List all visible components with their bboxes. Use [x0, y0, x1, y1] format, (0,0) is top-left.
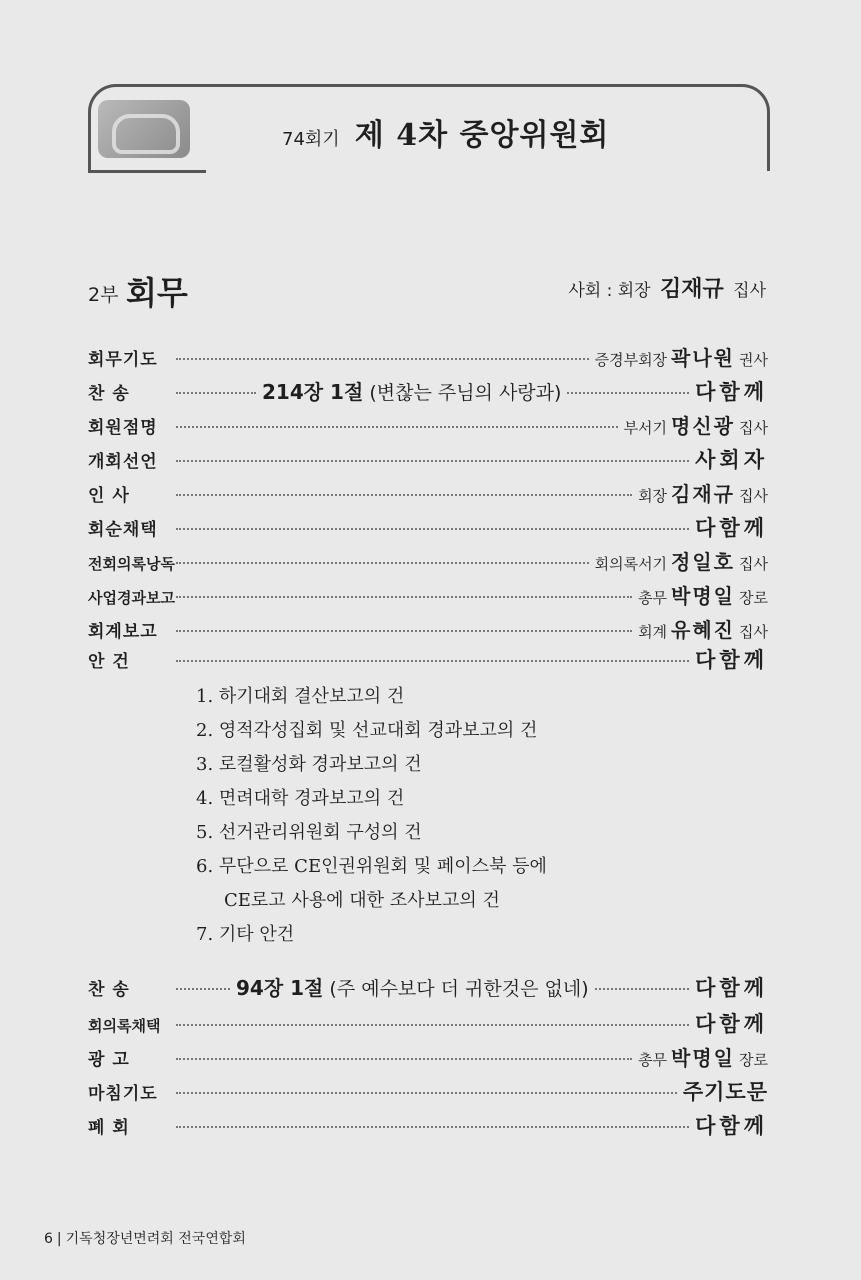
program-person: 부서기 명신광 집사	[623, 414, 768, 438]
session-generation: 74회기	[282, 129, 340, 150]
agenda-item: 5. 선거관리위원회 구성의 건	[196, 822, 422, 843]
leader-dots	[176, 1024, 689, 1026]
leader-dots	[176, 1058, 632, 1060]
program-label: 마침기도	[88, 1084, 158, 1104]
program-performer: 다함께	[695, 1114, 768, 1138]
program-row	[88, 546, 768, 576]
leader-dots	[595, 988, 690, 990]
program-row	[88, 614, 768, 644]
leader-dots	[176, 562, 589, 564]
program-label: 전회의록낭독	[88, 555, 175, 573]
program-performer: 다함께	[695, 648, 768, 672]
program-row-hymn	[88, 376, 768, 406]
program-label: 폐 회	[88, 1118, 130, 1138]
page-footer: 6 | 기독청장년면려회 전국연합회	[44, 1231, 246, 1247]
program-row	[88, 410, 768, 440]
leader-dots	[176, 596, 632, 598]
program-label: 찬 송	[88, 384, 130, 404]
page-header-title	[282, 110, 609, 154]
program-person: 증경부회장 곽나원 권사	[594, 346, 768, 370]
closing-row	[88, 1110, 768, 1140]
leader-dots	[176, 1126, 689, 1128]
program-person: 총무 박명일 장로	[638, 584, 768, 608]
program-performer: 다함께	[695, 380, 768, 404]
program-performer: 사회자	[695, 448, 768, 472]
program-label: 사업경과보고	[88, 589, 175, 607]
program-row	[88, 580, 768, 610]
program-performer: 주기도문	[682, 1080, 768, 1104]
agenda-item: 6. 무단으로 CE인권위원회 및 페이스북 등에	[196, 856, 547, 877]
leader-dots	[176, 426, 618, 428]
program-label: 회의록채택	[88, 1017, 161, 1035]
program-row	[88, 512, 768, 542]
leader-dots	[567, 392, 689, 394]
agenda-item: 1. 하기대회 결산보고의 건	[196, 686, 405, 707]
leader-dots	[176, 630, 632, 632]
leader-dots	[176, 358, 589, 360]
program-row	[88, 478, 768, 508]
program-label: 회무기도	[88, 350, 158, 370]
leader-dots	[176, 660, 689, 662]
agenda-item-continuation: CE로고 사용에 대한 조사보고의 건	[224, 890, 500, 911]
leader-dots	[176, 494, 632, 496]
program-label: 인 사	[88, 486, 130, 506]
program-person: 회계 유혜진 집사	[638, 618, 768, 642]
program-label: 안 건	[88, 652, 130, 672]
presider-title: 집사	[733, 281, 766, 301]
section-title: 회무	[126, 274, 188, 312]
publisher-name: 기독청장년면려회 전국연합회	[65, 1231, 246, 1247]
program-row	[88, 644, 768, 674]
program-label: 개회선언	[88, 452, 158, 472]
program-label: 광 고	[88, 1050, 130, 1070]
hymn-info: 94장 1절 (주 예수보다 더 귀한것은 없네)	[236, 976, 589, 1000]
program-label: 찬 송	[88, 980, 130, 1000]
leader-dots	[176, 460, 689, 462]
program-person: 총무 박명일 장로	[638, 1046, 768, 1070]
agenda-list	[196, 680, 547, 952]
closing-row	[88, 1008, 768, 1038]
closing-row-hymn	[88, 972, 768, 1002]
agenda-item: 3. 로컬활성화 경과보고의 건	[196, 754, 422, 775]
leader-dots	[176, 1092, 677, 1094]
program-label: 회계보고	[88, 622, 158, 642]
program-person: 회장 김재규 집사	[638, 482, 768, 506]
program-performer: 다함께	[695, 976, 768, 1000]
program-row	[88, 444, 768, 474]
presider-line	[568, 272, 766, 303]
program-person: 회의록서기 정일호 집사	[594, 550, 768, 574]
agenda-item: 7. 기타 안건	[196, 924, 295, 945]
presider-role: 사회 : 회장	[568, 281, 651, 301]
closing-row	[88, 1076, 768, 1106]
leader-dots	[176, 528, 689, 530]
agenda-item: 4. 면려대학 경과보고의 건	[196, 788, 405, 809]
agenda-item: 2. 영적각성집회 및 선교대회 경과보고의 건	[196, 720, 538, 741]
meeting-title: 제 4차 중앙위원회	[354, 118, 610, 153]
header-illustration	[98, 100, 190, 158]
presider-name: 김재규	[659, 277, 724, 302]
page-number: 6	[44, 1231, 53, 1247]
program-row	[88, 342, 768, 372]
program-label: 회순채택	[88, 520, 158, 540]
program-performer: 다함께	[695, 516, 768, 540]
program-performer: 다함께	[695, 1012, 768, 1036]
program-label: 회원점명	[88, 418, 158, 438]
hymn-info: 214장 1절 (변찮는 주님의 사랑과)	[262, 380, 562, 404]
closing-row	[88, 1042, 768, 1072]
section-number: 2부	[88, 284, 119, 306]
leader-dots	[176, 392, 256, 394]
leader-dots	[176, 988, 230, 990]
